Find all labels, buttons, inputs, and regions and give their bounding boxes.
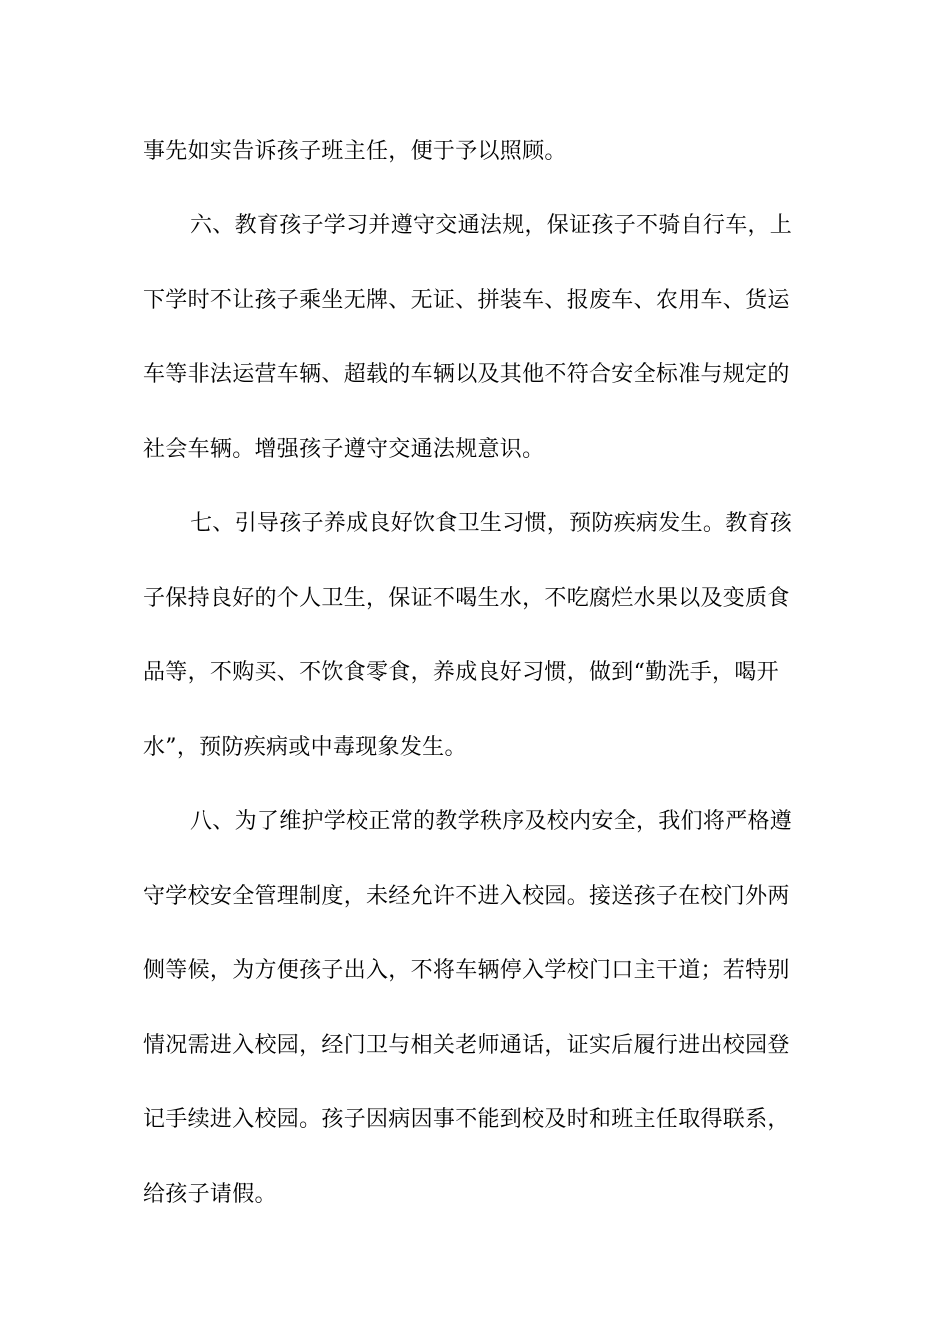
text-line: 下学时不让孩子乘坐无牌、无证、拼装车、报废车、农用车、货运 (143, 288, 790, 313)
text-line: 事先如实告诉孩子班主任，便于予以照顾。 (143, 139, 567, 164)
text-line: 侧等候，为方便孩子出入，不将车辆停入学校门口主干道；若特别 (143, 958, 790, 983)
paragraph-8-start: 八、为了维护学校正常的教学秩序及校内安全，我们将严格遵 (190, 809, 793, 834)
text-line: 品等，不购买、不饮食零食，养成良好习惯，做到“勤洗手，喝开 (143, 660, 779, 685)
paragraph-6-start: 六、教育孩子学习并遵守交通法规，保证孩子不骑自行车，上 (190, 213, 793, 238)
text-line: 社会车辆。增强孩子遵守交通法规意识。 (143, 437, 545, 462)
text-line: 水”，预防疾病或中毒现象发生。 (143, 735, 467, 760)
paragraph-7-start: 七、引导孩子养成良好饮食卫生习惯，预防疾病发生。教育孩 (190, 511, 793, 536)
text-line: 记手续进入校园。孩子因病因事不能到校及时和班主任取得联系， (143, 1107, 790, 1132)
text-line: 情况需进入校园，经门卫与相关老师通话，证实后履行进出校园登 (143, 1033, 790, 1058)
text-line: 守学校安全管理制度，未经允许不进入校园。接送孩子在校门外两 (143, 884, 790, 909)
text-line: 给孩子请假。 (143, 1182, 277, 1207)
text-line: 子保持良好的个人卫生，保证不喝生水，不吃腐烂水果以及变质食 (143, 586, 790, 611)
text-line: 车等非法运营车辆、超载的车辆以及其他不符合安全标准与规定的 (143, 362, 790, 387)
